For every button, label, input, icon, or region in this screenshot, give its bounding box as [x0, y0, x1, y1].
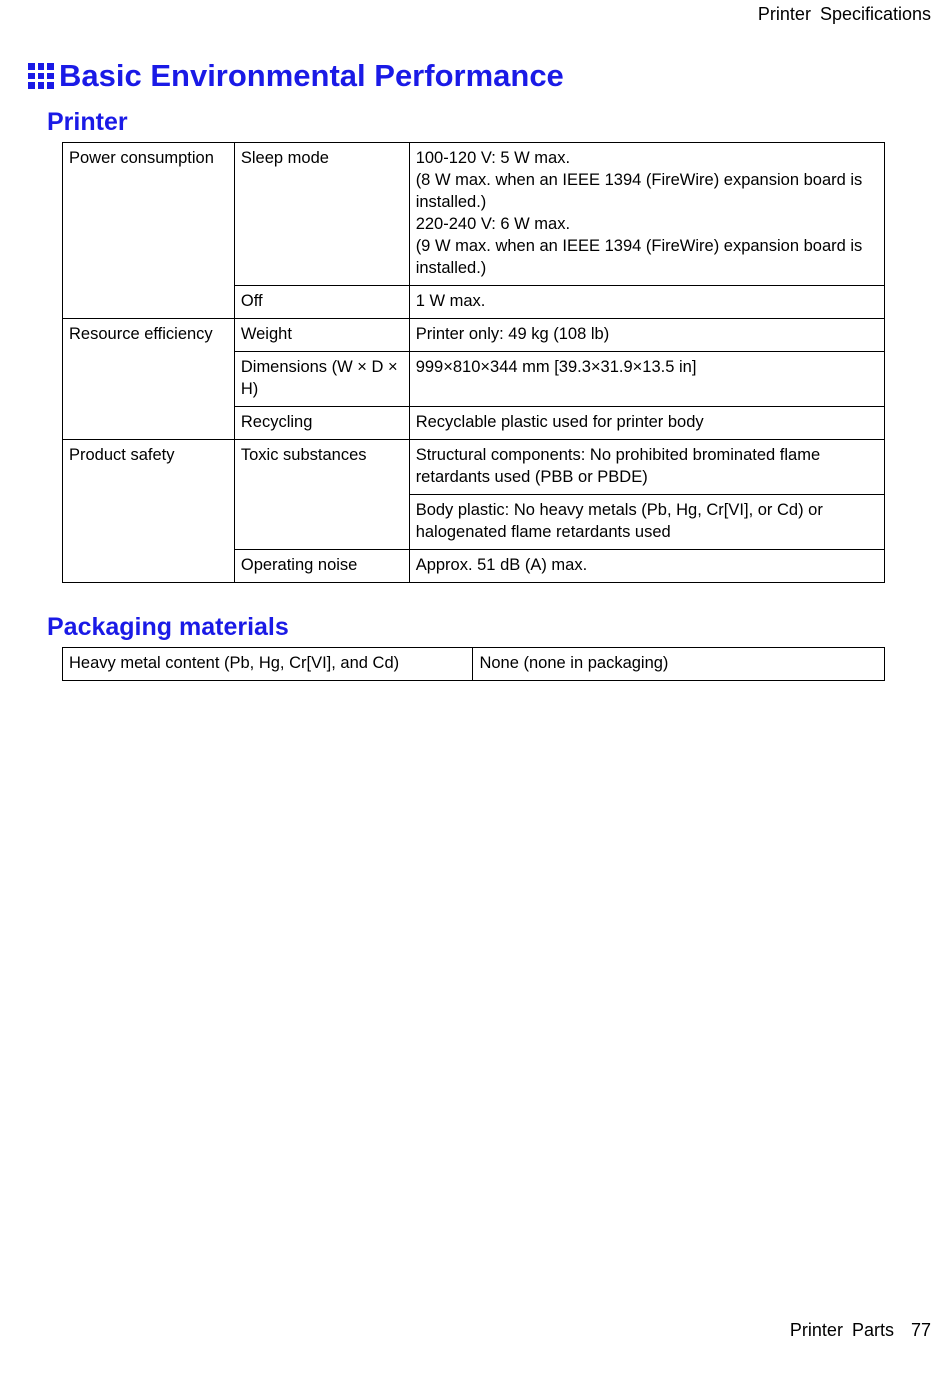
item-cell: Toxic substances — [234, 440, 409, 550]
packaging-spec-table — [62, 647, 885, 681]
item-cell: Sleep mode — [234, 143, 409, 286]
table-row — [63, 143, 885, 286]
running-header: Printer Specifications — [757, 4, 931, 24]
item-cell: Off — [234, 286, 409, 319]
printer-spec-table — [62, 142, 885, 583]
table-row — [63, 319, 885, 352]
printer-heading: Printer — [47, 108, 128, 136]
value-cell: Printer only: 49 kg (108 lb) — [409, 319, 884, 352]
value-cell: Recyclable plastic used for printer body — [409, 407, 884, 440]
value-line: (9 W max. when an IEEE 1394 (FireWire) expansion board is installed.) — [415, 237, 863, 277]
item-cell: Recycling — [234, 407, 409, 440]
value-cell: Structural components: No prohibited brominated flame retardants used (PBB or PBDE) — [409, 440, 884, 495]
section-title — [28, 58, 564, 94]
value-cell: Body plastic: No heavy metals (Pb, Hg, Cr[VI], or Cd) or halogenated flame retardants used — [409, 495, 884, 550]
value-cell: Approx. 51 dB (A) max. — [409, 550, 884, 583]
packaging-heading: Packaging materials — [47, 613, 289, 641]
value-cell: None (none in packaging) — [473, 648, 885, 681]
value-cell: 999×810×344 mm [39.3×31.9×13.5 in] — [409, 352, 884, 407]
item-cell: Operating noise — [234, 550, 409, 583]
value-cell — [409, 143, 884, 286]
item-cell: Dimensions (W × D × H) — [234, 352, 409, 407]
value-line: (8 W max. when an IEEE 1394 (FireWire) expansion board is installed.) — [415, 171, 863, 211]
grid-icon — [28, 63, 54, 89]
running-footer — [790, 1320, 931, 1341]
value-cell: 1 W max. — [409, 286, 884, 319]
value-line: 100-120 V: 5 W max. — [415, 149, 571, 167]
category-cell: Resource efficiency — [63, 319, 235, 440]
table-row — [63, 648, 885, 681]
item-cell: Heavy metal content (Pb, Hg, Cr[VI], and Cd) — [63, 648, 473, 681]
footer-section-name: Printer Parts — [789, 1320, 894, 1340]
page-number: 77 — [910, 1320, 931, 1340]
table-row — [63, 440, 885, 495]
category-cell: Power consumption — [63, 143, 235, 319]
value-line: 220-240 V: 6 W max. — [415, 215, 571, 233]
section-title-text: Basic Environmental Performance — [59, 58, 564, 93]
item-cell: Weight — [234, 319, 409, 352]
category-cell: Product safety — [63, 440, 235, 583]
